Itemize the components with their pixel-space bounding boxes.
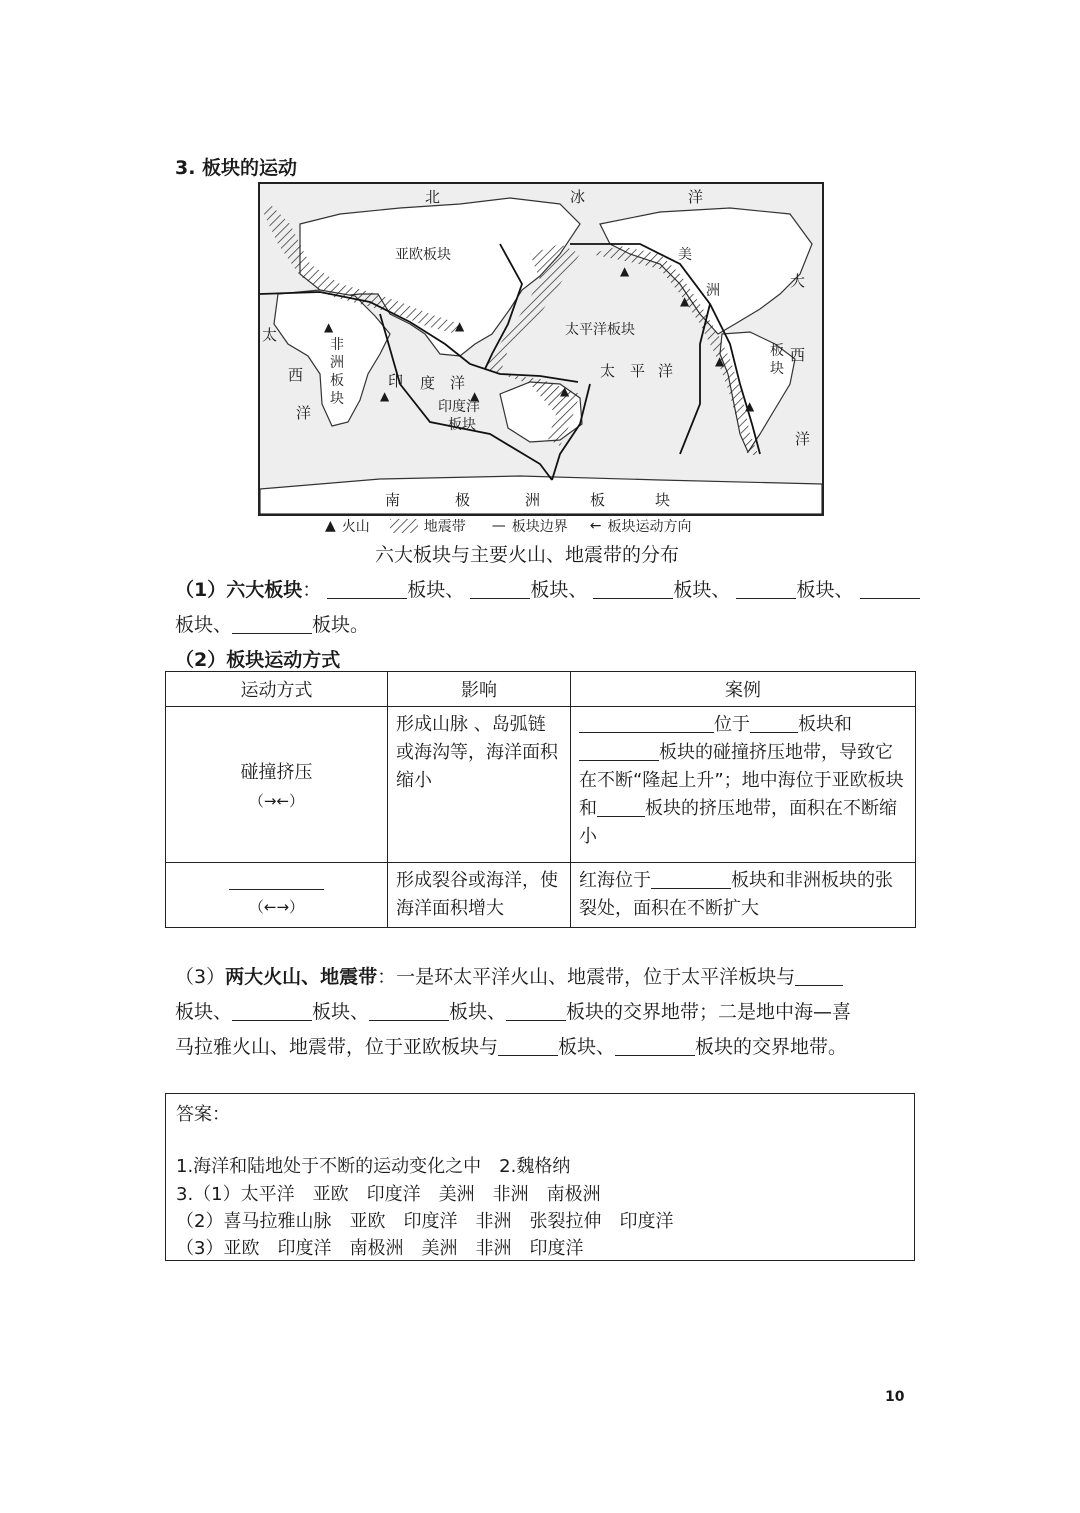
legend-boundary: 板块边界 xyxy=(511,519,568,535)
answer-blank[interactable] xyxy=(736,579,796,599)
answer-blank[interactable] xyxy=(229,873,324,890)
answer-blank[interactable] xyxy=(593,579,673,599)
row2-mode-symbol: （←→） xyxy=(248,898,305,916)
q1-suffix: 板块、 xyxy=(796,579,854,601)
answer-blank[interactable] xyxy=(597,798,645,817)
plate-label-eurasian: 亚欧板块 xyxy=(395,247,451,263)
q3-t6: 马拉雅火山、地震带，位于亚欧板块与 xyxy=(175,1036,499,1058)
plate-motion-table xyxy=(165,671,916,928)
ocean-label-xi-right: 西 xyxy=(790,346,806,364)
q3-line-2 xyxy=(175,997,851,1024)
answer-blank[interactable] xyxy=(470,579,530,599)
volcano-icon: ▲ xyxy=(455,319,465,333)
row1-mode: 碰撞挤压 xyxy=(240,762,313,783)
volcano-icon: ▲ xyxy=(620,264,630,278)
antarctica-landmass xyxy=(260,476,822,514)
boundary-legend-icon: — xyxy=(491,518,506,534)
q1-suffix: 板块、 xyxy=(175,614,233,636)
q3-bold: 两大火山、地震带 xyxy=(225,966,378,988)
row2-effect: 形成裂谷或海洋，使海洋面积增大 xyxy=(388,863,571,928)
q3-t8: 板块的交界地带。 xyxy=(695,1036,848,1058)
answer-title: 答案： xyxy=(176,1104,230,1125)
ocean-label-yang-top: 洋 xyxy=(688,188,704,206)
q3-t3: 板块、 xyxy=(312,1001,370,1023)
row1-case xyxy=(571,707,916,863)
plate-label-indian-2: 板块 xyxy=(448,417,476,433)
q1-line-1 xyxy=(175,575,920,602)
ocean-label-ice: 冰 xyxy=(570,188,586,206)
answer-blank[interactable] xyxy=(579,714,714,733)
ocean-label-yang-left: 洋 xyxy=(296,404,312,422)
ocean-label-tai-left: 太 xyxy=(262,326,278,344)
row1-case-1a: 位于 xyxy=(714,714,750,735)
legend-quake-belt: 地震带 xyxy=(423,519,466,535)
q1-colon: ： xyxy=(302,579,322,601)
q3-t7: 板块、 xyxy=(558,1036,616,1058)
row1-effect: 形成山脉 、岛弧链或海沟等，海洋面积缩小 xyxy=(388,707,571,863)
volcano-icon: ▲ xyxy=(470,389,480,403)
plate-label-indian-1: 印度洋 xyxy=(438,399,480,415)
q3-t2: 板块、 xyxy=(175,1001,233,1023)
volcano-icon: ▲ xyxy=(745,399,755,413)
ocean-label-yin: 印 xyxy=(388,372,404,390)
plate-map-svg xyxy=(260,184,822,514)
table-header-effect: 影响 xyxy=(388,672,571,707)
plate-label-african-2: 洲 xyxy=(330,355,344,371)
plate-label-american-4: 块 xyxy=(770,361,784,377)
legend-volcano: 火山 xyxy=(341,519,370,535)
answer-line-1: 1.海洋和陆地处于不断的运动变化之中 2.魏格纳 xyxy=(176,1156,571,1177)
plate-label-american-2: 洲 xyxy=(706,283,720,299)
answer-blank[interactable] xyxy=(579,742,659,761)
plate-label-american-3: 板 xyxy=(770,343,784,359)
plate-map xyxy=(258,182,824,516)
volcano-icon: ▲ xyxy=(560,384,570,398)
row1-case-3: 板块的挤压地带，面积在不断缩小 xyxy=(579,798,897,847)
map-legend xyxy=(325,516,805,536)
table-header-case: 案例 xyxy=(571,672,916,707)
figure-caption: 六大板块与主要火山、地震带的分布 xyxy=(375,544,680,566)
q3-line-3 xyxy=(175,1032,847,1059)
q1-label: （1）六大板块 xyxy=(175,579,303,601)
q1-suffix: 板块、 xyxy=(407,579,465,601)
page-number: 10 xyxy=(885,1389,905,1405)
ocean-label-kuai: 块 xyxy=(655,491,671,509)
volcano-icon: ▲ xyxy=(380,389,390,403)
ocean-label-ping-mid: 平 xyxy=(630,362,646,380)
answer-line-2: 3.（1）太平洋 亚欧 印度洋 美洲 非洲 南极洲 xyxy=(176,1184,601,1205)
ocean-label-yang-mid: 洋 xyxy=(450,374,466,392)
row1-mode-symbol: （→←） xyxy=(248,792,305,810)
ocean-label-da-east: 大 xyxy=(790,272,806,290)
row2-case-1: 红海位于 xyxy=(579,870,651,891)
q1-line-2 xyxy=(175,610,369,637)
plate-label-african-3: 板 xyxy=(330,373,344,389)
answer-blank[interactable] xyxy=(369,1001,449,1021)
ocean-label-tai-mid: 太 xyxy=(600,362,616,380)
table-row xyxy=(166,863,916,928)
q3-t5: 板块的交界地带；二是地中海—喜 xyxy=(566,1001,852,1023)
ocean-label-xi-left: 西 xyxy=(288,366,304,384)
ocean-label-zhou: 洲 xyxy=(525,491,541,509)
volcano-legend-icon: ▲ xyxy=(325,518,336,534)
answer-blank[interactable] xyxy=(750,714,798,733)
answer-box xyxy=(165,1093,915,1261)
answer-blank[interactable] xyxy=(498,1036,558,1056)
ocean-label-yang-right: 洋 xyxy=(795,430,811,448)
row1-mode-cell xyxy=(166,707,388,863)
answer-blank[interactable] xyxy=(615,1036,695,1056)
volcano-icon: ▲ xyxy=(324,320,334,334)
volcano-icon: ▲ xyxy=(715,354,725,368)
ocean-label-south: 南 xyxy=(385,491,401,509)
answer-blank[interactable] xyxy=(506,1001,566,1021)
answer-line-3: （2）喜马拉雅山脉 亚欧 印度洋 非洲 张裂拉伸 印度洋 xyxy=(176,1211,674,1232)
row2-mode-cell xyxy=(166,863,388,928)
plate-label-african-1: 非 xyxy=(330,337,344,353)
ocean-label-north: 北 xyxy=(425,188,441,206)
table-header-mode: 运动方式 xyxy=(166,672,388,707)
plate-label-pacific: 太平洋板块 xyxy=(565,322,635,338)
answer-blank[interactable] xyxy=(232,614,312,634)
row1-case-2: 板块的碰撞挤压地带，导致它在不断“隆起上升”；地中海位于亚欧板块和 xyxy=(579,742,904,819)
q1-suffix: 板块、 xyxy=(673,579,731,601)
answer-blank[interactable] xyxy=(327,579,407,599)
q3-line-1 xyxy=(175,962,843,989)
section-title: 3. 板块的运动 xyxy=(175,157,298,179)
answer-blank[interactable] xyxy=(232,1001,312,1021)
row2-case-2: 板块和非洲板块的张裂处，面积在不断扩大 xyxy=(579,870,893,919)
row1-case-1b: 板块和 xyxy=(798,714,852,735)
q1-suffix-last: 板块。 xyxy=(312,614,370,636)
ocean-label-du: 度 xyxy=(420,374,436,392)
q2-label: （2）板块运动方式 xyxy=(175,649,341,671)
answer-blank[interactable] xyxy=(795,966,843,986)
row2-case xyxy=(571,863,916,928)
answer-line-4: （3）亚欧 印度洋 南极洲 美洲 非洲 印度洋 xyxy=(176,1238,584,1259)
ocean-label-ji: 极 xyxy=(455,491,471,509)
plate-label-african-4: 块 xyxy=(330,391,344,407)
ocean-label-yang-pac: 洋 xyxy=(658,362,674,380)
answer-blank[interactable] xyxy=(651,870,731,889)
q1-suffix: 板块、 xyxy=(530,579,588,601)
q3-label: （3） xyxy=(175,966,226,988)
volcano-icon: ▲ xyxy=(680,294,690,308)
plate-label-american-1: 美 xyxy=(678,247,692,263)
table-row xyxy=(166,707,916,863)
answer-blank[interactable] xyxy=(860,579,920,599)
q3-t1: ：一是环太平洋火山、地震带，位于太平洋板块与 xyxy=(377,966,796,988)
legend-direction: 板块运动方向 xyxy=(607,519,692,535)
ocean-label-ban: 板 xyxy=(590,491,606,509)
q3-t4: 板块、 xyxy=(449,1001,507,1023)
arrow-left-legend-icon: ← xyxy=(589,518,602,534)
quake-belt-legend-icon xyxy=(390,519,418,533)
